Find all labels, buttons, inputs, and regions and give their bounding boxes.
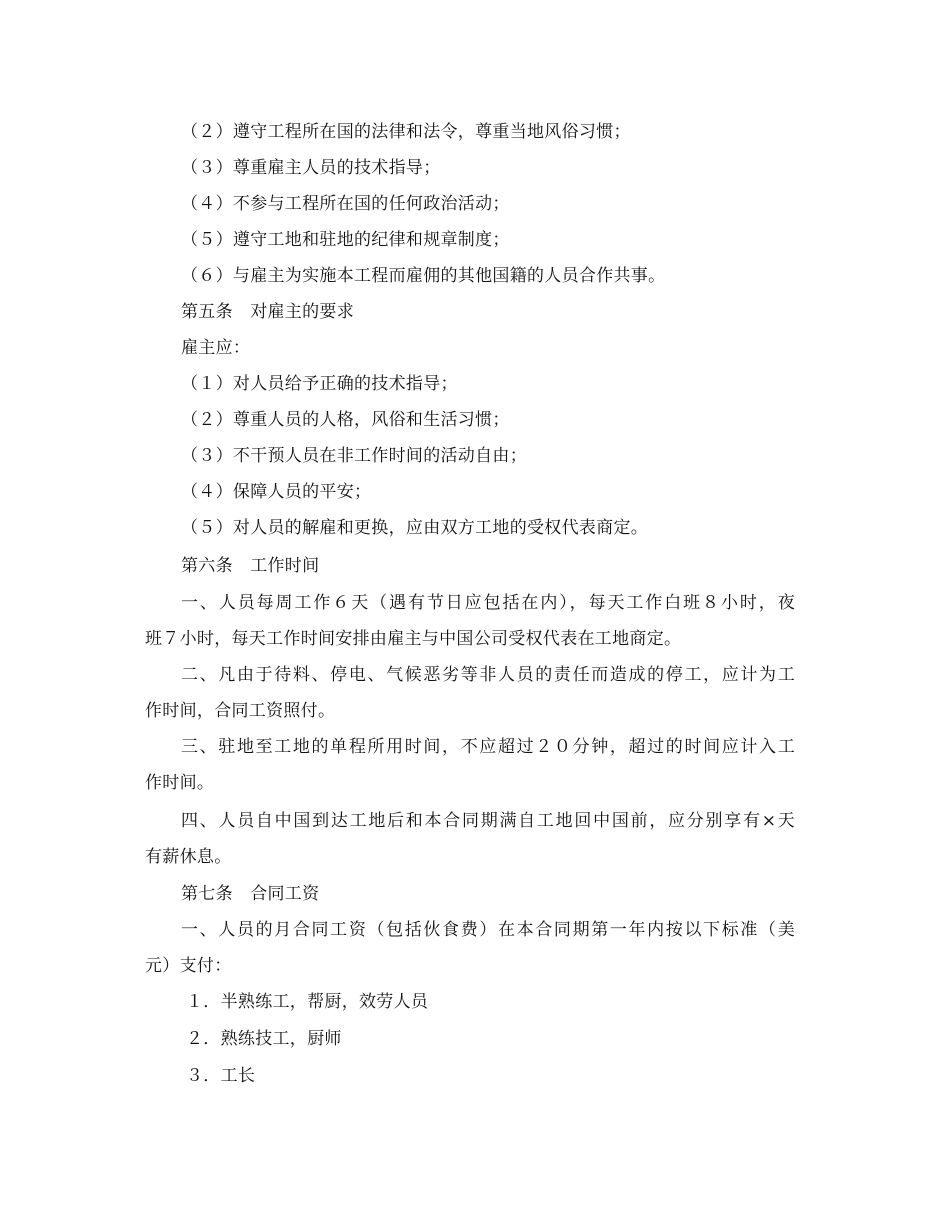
clause-item-4: （４）不参与工程所在国的任何政治活动；	[181, 194, 510, 214]
employer-item-3: （３）不干预人员在非工作时间的活动自由；	[181, 446, 527, 466]
employer-item-2: （２）尊重人员的人格，风俗和生活习惯；	[181, 410, 510, 430]
clause-item-5: （５）遵守工地和驻地的纪律和规章制度；	[181, 230, 510, 250]
work-time-para-3-line-1: 三、驻地至工地的单程所用时间，不应超过２０分钟，超过的时间应计入工	[181, 737, 795, 757]
wage-grade-2: ２．熟练技工，厨师	[186, 1029, 342, 1049]
work-time-para-1-line-2: 班７小时，每天工作时间安排由雇主与中国公司受权代表在工地商定。	[145, 629, 682, 649]
article-5-heading: 第五条 对雇主的要求	[181, 302, 354, 322]
employer-intro: 雇主应：	[181, 338, 251, 358]
clause-item-6: （６）与雇主为实施本工程而雇佣的其他国籍的人员合作共事。	[181, 266, 666, 286]
clause-item-2: （２）遵守工程所在国的法律和法令，尊重当地风俗习惯；	[181, 122, 631, 142]
work-time-para-2-line-2: 作时间，合同工资照付。	[145, 701, 336, 721]
wage-para-1-line-2: 元）支付：	[145, 956, 232, 976]
wage-grade-3: ３．工长	[186, 1066, 256, 1086]
work-time-para-4-line-1: 四、人员自中国到达工地后和本合同期满自工地回中国前，应分别享有×天	[181, 811, 795, 831]
employer-item-1: （１）对人员给予正确的技术指导；	[181, 374, 458, 394]
work-time-para-1-line-1: 一、人员每周工作６天（遇有节日应包括在内），每天工作白班８小时，夜	[181, 593, 795, 613]
work-time-para-4-line-2: 有薪休息。	[145, 847, 232, 867]
work-time-para-3-line-2: 作时间。	[145, 773, 215, 793]
employer-item-4: （４）保障人员的平安；	[181, 482, 372, 502]
article-7-heading: 第七条 合同工资	[181, 884, 320, 904]
employer-item-5: （５）对人员的解雇和更换，应由双方工地的受权代表商定。	[181, 518, 649, 538]
article-6-heading: 第六条 工作时间	[181, 556, 320, 576]
wage-para-1-line-1: 一、人员的月合同工资（包括伙食费）在本合同期第一年内按以下标准（美	[181, 920, 795, 940]
clause-item-3: （３）尊重雇主人员的技术指导；	[181, 158, 441, 178]
wage-grade-1: １．半熟练工，帮厨，效劳人员	[186, 992, 429, 1012]
work-time-para-2-line-1: 二、凡由于待料、停电、气候恶劣等非人员的责任而造成的停工，应计为工	[181, 665, 795, 685]
